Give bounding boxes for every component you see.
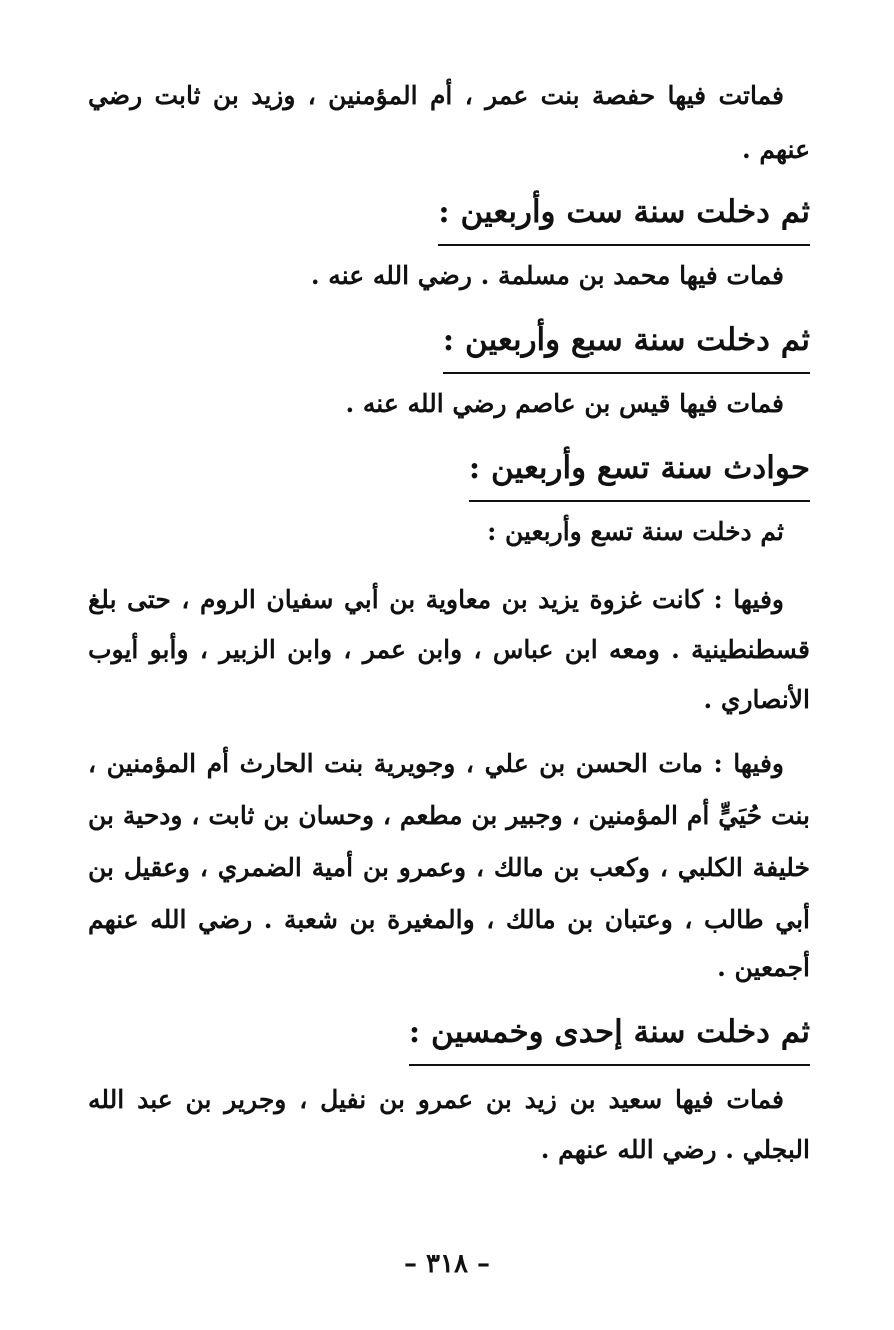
paragraph-line: وفيها : كانت غزوة يزيد بن معاوية بن أبي سفيان الروم ، حتى بلغ xyxy=(88,585,784,614)
paragraph-line: عنهم . xyxy=(741,135,810,164)
paragraph-line: قسطنطينية . ومعه ابن عباس ، وابن عمر ، وابن الزبير ، وأبو أيوب xyxy=(88,635,810,664)
paragraph-line: فمات فيها سعيد بن زيد بن عمرو بن نفيل ، وجرير بن عبد الله xyxy=(88,1085,784,1114)
paragraph-line: فمات فيها قيس بن عاصم رضي الله عنه . xyxy=(345,389,784,418)
paragraph-line: فمات فيها محمد بن مسلمة . رضي الله عنه . xyxy=(310,261,784,290)
section-heading: ثم دخلت سنة إحدى وخمسين : xyxy=(409,1010,810,1066)
paragraph-line: وفيها : مات الحسن بن علي ، وجويرية بنت الحارث أم المؤمنين ، xyxy=(88,749,784,778)
paragraph-line: فماتت فيها حفصة بنت عمر ، أم المؤمنين ، وزيد بن ثابت رضي xyxy=(88,81,784,110)
paragraph-line: الأنصاري . xyxy=(703,685,810,714)
paragraph-line: البجلي . رضي الله عنهم . xyxy=(540,1135,810,1164)
section-heading: ثم دخلت سنة ست وأربعين : xyxy=(438,190,810,246)
paragraph-line: ثم دخلت سنة تسع وأربعين : xyxy=(487,517,784,546)
page-number: – ٣١٨ – xyxy=(403,1249,491,1279)
paragraph-line: أجمعين . xyxy=(717,953,810,982)
paragraph-line: بنت حُيَيٍّ أم المؤمنين ، وجبير بن مطعم ، وحسان بن ثابت ، ودحية بن xyxy=(88,801,810,830)
section-heading: حوادث سنة تسع وأربعين : xyxy=(469,446,810,502)
paragraph-line: خليفة الكلبي ، وكعب بن مالك ، وعمرو بن أمية الضمري ، وعقيل بن xyxy=(88,853,810,882)
section-heading: ثم دخلت سنة سبع وأربعين : xyxy=(443,318,810,374)
paragraph-line: أبي طالب ، وعتبان بن مالك ، والمغيرة بن شعبة . رضي الله عنهم xyxy=(88,905,810,934)
